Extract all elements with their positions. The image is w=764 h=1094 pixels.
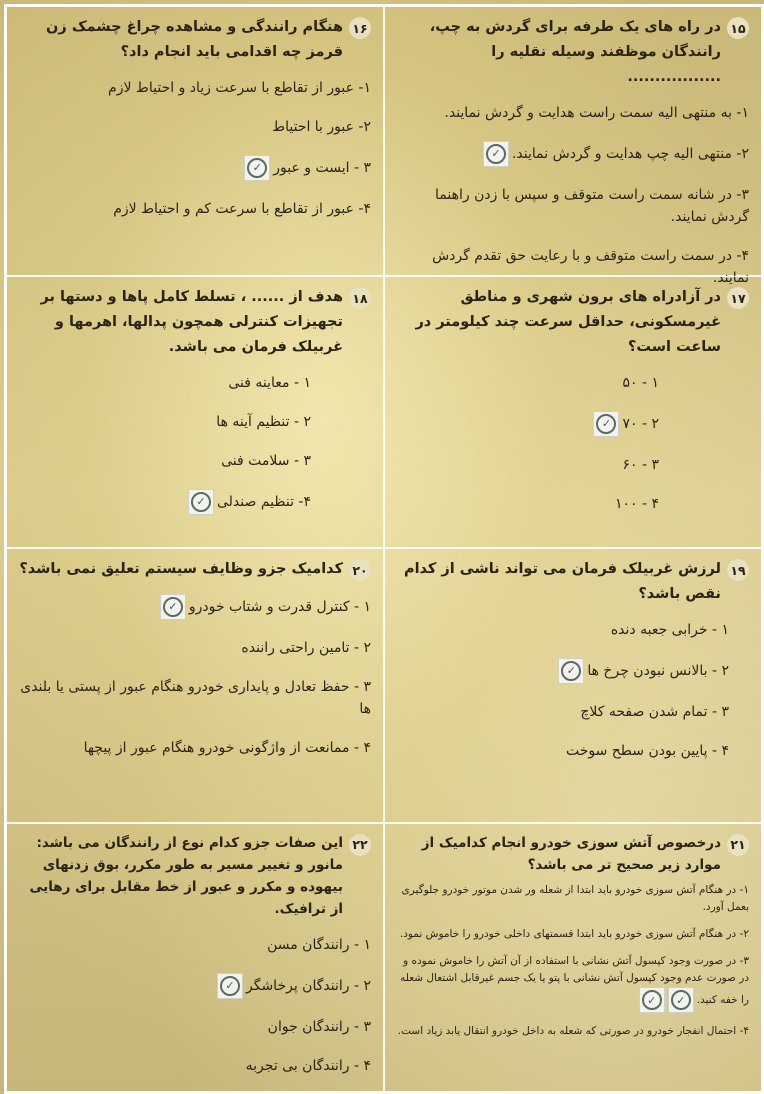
question-22	[6, 823, 384, 1092]
option-3[interactable]: ۳ - ۶۰	[622, 457, 659, 473]
option-2[interactable]: ۲- عبور با احتیاط	[272, 119, 371, 135]
question-grid	[4, 4, 764, 1094]
option-3[interactable]: ۳ - سلامت فنی	[221, 453, 311, 469]
option-3[interactable]: ۳ - رانندگان جوان	[267, 1019, 371, 1035]
check-circle-icon: ✓	[639, 987, 665, 1013]
option-4[interactable]: ۴ - رانندگان بی تجربه	[245, 1058, 371, 1074]
option-2[interactable]: ۲ - بالانس نبودن چرخ ها ✓	[397, 658, 729, 684]
question-number: ۲۰	[349, 559, 371, 581]
option-2[interactable]: ۲ - ۷۰ ✓	[397, 411, 659, 437]
check-circle-icon: ✓	[558, 658, 584, 684]
option-1[interactable]: ۱ - رانندگان مسن	[267, 937, 371, 953]
check-circle-icon: ✓	[244, 155, 270, 181]
option-2[interactable]: ۲- در هنگام آتش سوزی خودرو باید ابتدا قسمتهای داخلی خودرو را خاموش نمود.	[399, 928, 749, 940]
option-4[interactable]: ۴ - ۱۰۰	[614, 496, 659, 512]
option-3[interactable]: ۳- در شانه سمت راست متوقف و سپس با زدن راهنما گردش نمایند.	[435, 187, 749, 225]
option-1[interactable]: ۱ - ۵۰	[622, 375, 659, 391]
option-4[interactable]: ۴ - ممانعت از واژگونی خودرو هنگام عبور از پیچها	[83, 740, 371, 756]
option-2[interactable]: ۲ - رانندگان پرخاشگر ✓	[19, 973, 371, 999]
question-16	[6, 6, 384, 276]
check-circle-icon: ✓	[217, 973, 243, 999]
option-4[interactable]: ۴- احتمال انفجار خودرو در صورتی که شعله به داخل خودرو انتقال یابد زیاد است.	[397, 1025, 749, 1037]
check-circle-icon: ✓	[593, 411, 619, 437]
check-circle-icon: ✓	[668, 987, 694, 1013]
option-4[interactable]: ۴- در سمت راست متوقف و با رعایت حق تقدم گردش نمایند.	[432, 248, 749, 286]
check-circle-icon: ✓	[160, 594, 186, 620]
question-19	[384, 548, 762, 823]
question-text: در آزادراه های برون شهری و مناطق غیرمسکونی، حداقل سرعت چند کیلومتر در ساعت است؟	[415, 289, 721, 355]
option-1[interactable]: ۱ - خرابی جعبه دنده	[610, 622, 729, 638]
option-3[interactable]: ۳ - ایست و عبور ✓	[19, 155, 371, 181]
question-text: در راه های یک طرفه برای گردش به چپ، رانندگان موظفند وسیله نقلیه را .................	[429, 19, 721, 85]
question-20	[6, 548, 384, 823]
option-4[interactable]: ۴- تنظیم صندلی ✓	[19, 489, 311, 515]
question-text: این صفات جزو کدام نوع از رانندگان می باشد: مانور و تغییر مسیر به طور مکرر، بوق زدنهای بیهوده و مکرر و عبور از خط مقابل برای رهایی از ترافیک.	[29, 835, 343, 917]
question-text: هنگام رانندگی و مشاهده چراغ چشمک زن قرمز چه اقدامی باید انجام داد؟	[46, 19, 343, 60]
question-number: ۱۵	[727, 17, 749, 39]
question-number: ۲۲	[349, 834, 371, 856]
option-2[interactable]: ۲ - تنظیم آینه ها	[216, 414, 311, 430]
option-3[interactable]: ۳ - حفظ تعادل و پایداری خودرو هنگام عبور از پستی یا بلندی ها	[20, 679, 371, 717]
question-number: ۲۱	[727, 834, 749, 856]
option-1[interactable]: ۱- عبور از تقاطع با سرعت زیاد و احتیاط لازم	[108, 80, 371, 96]
option-2[interactable]: ۲ - تامین راحتی راننده	[241, 640, 371, 656]
option-3[interactable]: ۳- در صورت وجود کپسول آتش نشانی با استفاده از آن آتش را خاموش نموده و در صورت عدم وجود کپسول آتش نشانی با پتو یا یک جسم غیرقابل اشتعال شعله را خفه کنید. ✓ ✓	[397, 953, 749, 1013]
question-number: ۱۷	[727, 287, 749, 309]
option-1[interactable]: ۱- در هنگام آتش سوزی خودرو باید ابتدا از شعله ور شدن موتور خودرو جلوگیری بعمل آورد.	[401, 884, 749, 913]
question-number: ۱۹	[727, 559, 749, 581]
question-21	[384, 823, 762, 1092]
question-text: درخصوص آتش سوزی خودرو انجام کدامیک از موارد زیر صحیح تر می باشد؟	[421, 835, 721, 873]
question-number: ۱۸	[349, 287, 371, 309]
question-number: ۱۶	[349, 17, 371, 39]
option-3[interactable]: ۳ - تمام شدن صفحه کلاچ	[580, 704, 729, 720]
option-1[interactable]: ۱ - کنترل قدرت و شتاب خودرو ✓	[19, 594, 371, 620]
check-circle-icon: ✓	[483, 141, 509, 167]
option-1[interactable]: ۱- به منتهی الیه سمت راست هدایت و گردش نمایند.	[444, 105, 749, 121]
option-4[interactable]: ۴ - پایین بودن سطح سوخت	[565, 743, 729, 759]
question-17	[384, 276, 762, 548]
question-text: هدف از ...... ، تسلط کامل پاها و دستها بر تجهیزات کنترلی همچون پدالها، اهرمها و غربیلک فرمان می باشد.	[40, 289, 343, 355]
question-15	[384, 6, 762, 286]
question-text: لرزش غربیلک فرمان می تواند ناشی از کدام نقص باشد؟	[403, 561, 721, 602]
check-circle-icon: ✓	[188, 489, 214, 515]
option-4[interactable]: ۴- عبور از تقاطع با سرعت کم و احتیاط لازم	[113, 201, 371, 217]
question-18	[6, 276, 384, 548]
option-1[interactable]: ۱ - معاینه فنی	[228, 375, 311, 391]
option-2[interactable]: ۲- منتهی الیه چپ هدایت و گردش نمایند. ✓	[397, 141, 749, 167]
question-text: کدامیک جزو وظایف سیستم تعلیق نمی باشد؟	[19, 561, 343, 577]
